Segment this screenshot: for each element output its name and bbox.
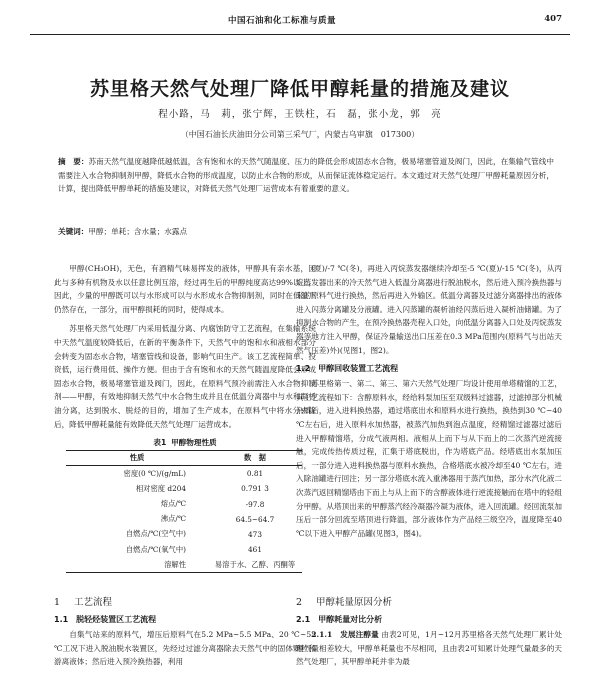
- table-row: [66, 557, 302, 573]
- table-row: [66, 481, 302, 496]
- page-number: 407: [544, 14, 562, 24]
- subsection-heading: 1.1 脱轻烃装置区工艺流程: [54, 615, 157, 624]
- table-caption-label: 表1: [153, 438, 167, 448]
- table-cell: -97.8: [245, 499, 265, 509]
- paragraph: 苏里格天然气处理厂内采用低温分离、内腐蚀防守工艺流程，在集输系统中天然气温度较降低后，在新的平衡条件下，天然气中的饱和水和液相水部分会转变为固态水合物，堵塞管线和设备，影响气田生产。该工艺流程简单、投资低，运行费用低、操作方便。但由于含有饱和水的天然气随温度降低会形成固态水合物，极易堵塞管道及阀门，因此，在原料气预冷前需注入水合物抑制剂——甲醇，有效地抑制天然气中水合物生成并且在低温分离器中与水和凝析油分离，达到脱水、脱烃的目的，增加了生产成本，在原料气中将水分去除后，降低甲醇耗量能有效降低天然气处理厂运营成本。: [54, 324, 316, 429]
- table-row: [66, 497, 302, 512]
- section-heading: [54, 594, 112, 608]
- abstract-label: 摘 要：: [58, 157, 89, 166]
- author-list: 程小路，马 莉，张宁辉，王铁柱，石 磊，张小龙，郭 亮: [158, 109, 442, 120]
- right-column: [296, 262, 562, 546]
- table-cell: 沸点/℃: [160, 514, 186, 524]
- table-header-row: [66, 451, 302, 466]
- paragraph-text: 由表2可见，1月~12月苏里格各天然气处理厂累计处理气量相差较大，甲醇单耗量也不尽相同，且由表2可知累计处理气量最多的天然气处理厂，其甲醇单耗并非为最: [296, 630, 563, 667]
- section-title: 甲醇耗量原因分析: [316, 597, 393, 608]
- paragraph-label: 2.1.1 发展注醇量: [311, 630, 379, 639]
- table-cell: 0.791 3: [241, 484, 269, 494]
- abstract-text: 苏南天然气温度越降低越低温，含有饱和水的天然气随温度、压力的降低会形成固态水合物，极易堵塞管道及阀门，因此，在集输气管线中需要注入水合物抑制剂甲醇，降低水合物的形成温度，以防止水合物的形成，从而保证流体稳定运行。本文通过对天然气处理厂甲醇耗量原因分析，计算，提出降低甲醇单耗的措施及建议，对降低天然气处理厂运营成本有着重要的意义。: [58, 157, 554, 194]
- table-cell: 相对密度 d204: [135, 483, 186, 493]
- table-header: 数 据: [208, 451, 302, 466]
- left-column: [54, 262, 316, 573]
- journal-name: 中国石油和化工标准与质量: [228, 16, 337, 26]
- section-title: 工艺流程: [74, 597, 113, 608]
- table-row: [66, 512, 302, 527]
- properties-table: [66, 450, 302, 573]
- paragraph: 甲醇(CH₃OH)，无色，有酒精气味易挥发的液体，甲醇具有亲水基，因此与多种有机物及水以任意比例互溶，经过再生后的甲醇纯度高达99%以上，因此，少量的甲醇既可以与水形成可以与水形成水合物抑制剂，同时在低温下仍然存在，一部分，而甲醇损耗的同时，使得成本。: [54, 264, 316, 314]
- table-cell: 自燃点/℃(空气中): [125, 529, 186, 539]
- paragraph: 自集气站来的原料气，增压后原料气在5.2 MPa~5.5 MPa、20 ℃~55 ℃工况下进入脱油脱水装置区，先经过过滤分离器除去天然气中的固体颗粒和游离液体；然后进入预冷换热器，利用: [54, 630, 316, 667]
- table-cell: 熔点/℃: [160, 499, 186, 509]
- table-caption: [54, 437, 316, 448]
- table-header: 性质: [66, 451, 208, 466]
- section-heading: [296, 594, 392, 608]
- table-cell: 461: [248, 545, 262, 555]
- table-caption-text: 甲醇物理性质: [171, 438, 217, 448]
- left-column-bottom: [54, 614, 316, 675]
- abstract: [58, 155, 554, 196]
- subsection-heading: 1.2 甲醇回收装置工艺流程: [296, 364, 399, 374]
- table-cell: 64.5~64.7: [235, 514, 275, 524]
- table-row: [66, 542, 302, 557]
- table-cell: 易溶于水、乙醇、丙酮等: [208, 557, 302, 573]
- table-row: [66, 466, 302, 482]
- section-number: 2: [296, 597, 303, 608]
- paragraph: (夏)/-7 ℃(冬)，再进入丙烷蒸发器继续冷却至-5 ℃(夏)/-15 ℃(冬)，从丙烷蒸发器出来的冷天然气进入低温分离器进行脱油脱水，然后进入预冷换热器与来的原料气进行换热，然后再进入外输区。低温分离器及过滤分离器排出的液体进入闪蒸分离罐及分液罐。进入闪蒸罐的凝析油经闪蒸后进入凝析油储罐。为了抑制水合物的产生，在预冷换热器壳程入口处，向低温分离器入口处及丙烷蒸发器等地方注入甲醇，保证冷量输送出口压差在0.3 MPa范围内(原料气与出站天然气压差)外)(见图1，图2)。: [296, 264, 562, 355]
- right-column-bottom: [296, 614, 562, 675]
- keywords-text: 甲醇；单耗；含水量；水露点: [88, 227, 188, 236]
- table-cell: 溶解性: [66, 557, 208, 573]
- subsection-heading: 2.1 甲醇耗量对比分析: [296, 615, 383, 624]
- table-cell: 密度(0 ℃)/(g/mL): [123, 468, 186, 478]
- table-cell: 自燃点/℃(氧气中): [125, 544, 186, 554]
- running-header: [30, 4, 570, 35]
- paper-title: 苏里格天然气处理厂降低甲醇耗量的措施及建议: [89, 78, 510, 100]
- table-cell: 0.81: [246, 469, 264, 479]
- table-cell: 473: [248, 529, 262, 539]
- keywords: [58, 225, 554, 238]
- paragraph: 苏里格第一、第二、第三、第六天然气处理厂均设计使用单塔精馏的工艺，其工艺流程如下：含醇原料水，经给料泵加压至双级料过滤器，过滤掉部分机械杂质后，进入进料换热器，通过塔底出水和原料水进行换热，换热到30 ℃~40 ℃左右后，进入原料水加热器，被蒸汽加热到泡点温度，经精馏过滤器过滤后进入甲醇精馏塔，分成气液两相。液相从上而下与从下而上的二次蒸汽逆流接触，完成传热传质过程，汇集于塔底脱出，作为塔底产品。经塔底出水泵加压后，一部分进入进料换热器与原料水换热，合格塔底水被冷却至40 ℃左右，进入除油罐进行回注；另一部分塔底水流入重沸器用于蒸汽加热，部分水汽化液二次蒸汽返回精馏塔由下而上与从上而下的含醇液体进行逆流接触而在塔中的轻组分甲醇。从塔顶出来的甲醇蒸汽经冷凝器冷凝为液体，进入回流罐。经回流泵加压后一部分回流至塔顶进行降温，部分液体作为产品经三级空冷，温度降至40 ℃以下进入甲醇产品罐(见图3，图4)。: [296, 379, 562, 538]
- affiliation: （中国石油长庆油田分公司第三采气厂，内蒙古乌审旗 017300）: [180, 130, 420, 139]
- section-number: 1: [54, 597, 61, 608]
- keywords-label: 关键词：: [58, 227, 89, 236]
- paragraph: [296, 628, 562, 669]
- table-row: [66, 527, 302, 542]
